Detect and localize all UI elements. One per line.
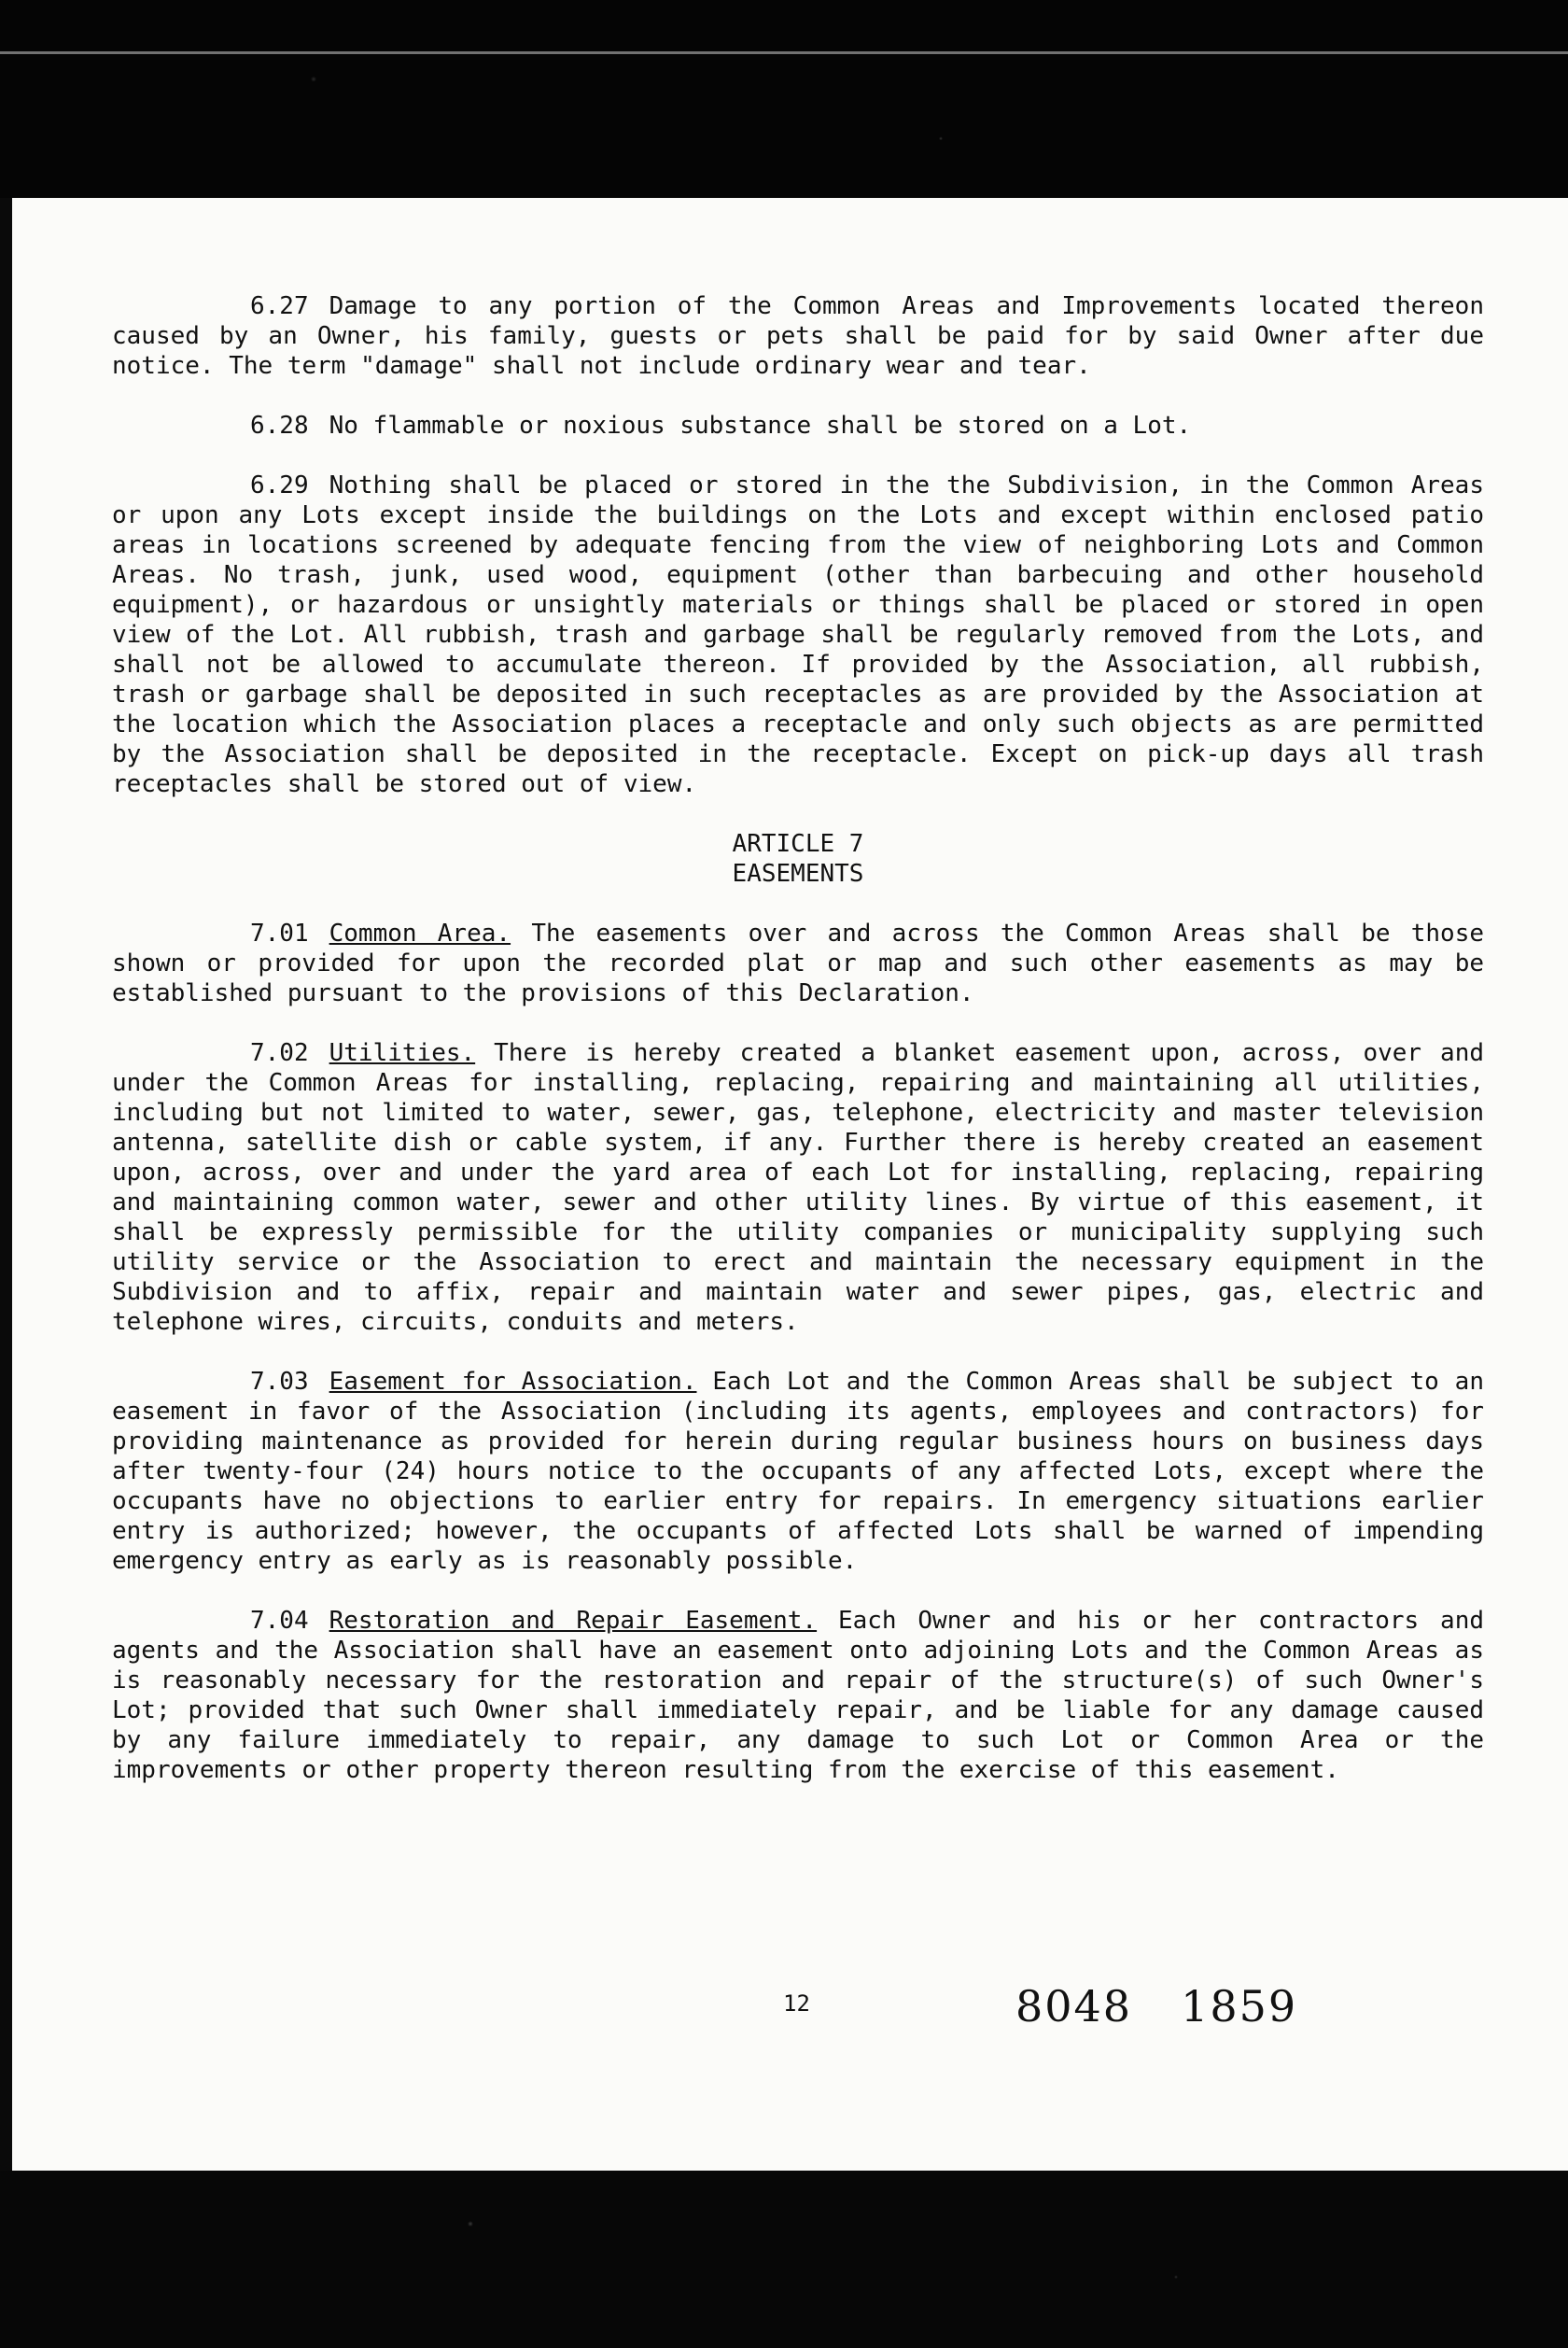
section-6-28 — [112, 411, 1484, 441]
document-body — [112, 291, 1484, 1815]
section-7-01 — [112, 919, 1484, 1008]
section-heading: Easement for Association. — [329, 1368, 697, 1396]
section-text: Nothing shall be placed or stored in the the Subdivision, in the Common Areas or upon any Lots except inside the buildings on the Lots and except within enclosed patio areas in locations screened by adequate fencing from the view of neighboring Lots and Common Areas. No trash, junk, used wood, equipment (other than barbecuing and other household equipment), or hazardous or unsightly materials or things shall be placed or stored in open view of the Lot. All rubbish, trash and garbage shall be regularly removed from the Lots, and shall not be allowed to accumulate thereon. If provided by the Association, all rubbish, trash or garbage shall be deposited in such receptacles as are provided by the Association at the location which the Association places a receptacle and only such objects as are permitted by the Association shall be deposited in the receptacle. Except on pick-up days all trash receptacles shall be stored out of view. — [112, 471, 1484, 798]
book-number: 8048 — [1015, 1981, 1133, 2032]
article-number: ARTICLE 7 — [732, 830, 864, 858]
section-text: No flammable or noxious substance shall be stored on a Lot. — [329, 412, 1192, 440]
section-6-29 — [112, 471, 1484, 799]
section-heading: Restoration and Repair Easement. — [329, 1607, 818, 1635]
section-7-04 — [112, 1606, 1484, 1785]
scan-border-bottom — [0, 2171, 1568, 2348]
scan-streak — [0, 51, 1568, 54]
section-number: 7.03 — [250, 1368, 309, 1396]
page-number: 12 — [783, 1990, 810, 2017]
section-number: 6.27 — [250, 292, 309, 320]
section-7-03 — [112, 1367, 1484, 1576]
section-text: Each Owner and his or her contractors and agents and the Association shall have an easement onto adjoining Lots and the Common Areas as is reasonably necessary for the restoration and repair of the structure(s) of such Owner's Lot; provided that such Owner shall immediately repair, and be liable for any damage caused by any failure immediately to repair, any damage to such Lot or Common Area or the improvements or other property thereon resulting from the exercise of this easement. — [112, 1607, 1485, 1784]
section-number: 6.28 — [250, 412, 309, 440]
article-heading — [112, 829, 1484, 889]
recording-stamp — [1015, 1981, 1297, 2032]
section-heading: Common Area. — [329, 920, 511, 948]
section-heading: Utilities. — [329, 1039, 476, 1067]
section-number: 7.02 — [250, 1039, 309, 1067]
section-number: 7.04 — [250, 1607, 309, 1635]
section-text: There is hereby created a blanket easement upon, across, over and under the Common Areas for installing, replacing, repairing and maintaining all utilities, including but not limited to water, sewer, gas, telephone, electricity and master television antenna, satellite dish or cable system, if any. Further there is hereby created an easement upon, across, over and under the yard area of each Lot for installing, replacing, repairing and maintaining common water, sewer and other utility lines. By virtue of this easement, it shall be expressly permissible for the utility companies or municipality supplying such utility service or the Association to erect and maintain the necessary equipment in the Subdivision and to affix, repair and maintain water and sewer pipes, gas, electric and telephone wires, circuits, conduits and meters. — [112, 1039, 1485, 1336]
section-text: Damage to any portion of the Common Areas and Improvements located thereon caused by an Owner, his family, guests or pets shall be paid for by said Owner after due notice. The term "damage" shall not include ordinary wear and tear. — [112, 292, 1484, 380]
page-stamp-number: 1859 — [1181, 1981, 1298, 2032]
article-title: EASEMENTS — [732, 860, 864, 888]
scan-border-top — [0, 0, 1568, 198]
section-number: 6.29 — [250, 471, 309, 499]
document-page — [12, 198, 1568, 2171]
section-6-27 — [112, 291, 1484, 381]
section-number: 7.01 — [250, 920, 309, 948]
section-7-02 — [112, 1038, 1484, 1337]
section-text: Each Lot and the Common Areas shall be subject to an easement in favor of the Association (including its agents, employees and contractors) for providing maintenance as provided for herein during regular business hours on business days after twenty-four (24) hours notice to the occupants of any affected Lots, except where the occupants have no objections to earlier entry for repairs. In emergency situations earlier entry is authorized; however, the occupants of affected Lots shall be warned of impending emergency entry as early as is reasonably possible. — [112, 1368, 1484, 1575]
section-text: The easements over and across the Common Areas shall be those shown or provided for upon the recorded plat or map and such other easements as may be established pursuant to the provisions of this Declaration. — [112, 920, 1485, 1007]
